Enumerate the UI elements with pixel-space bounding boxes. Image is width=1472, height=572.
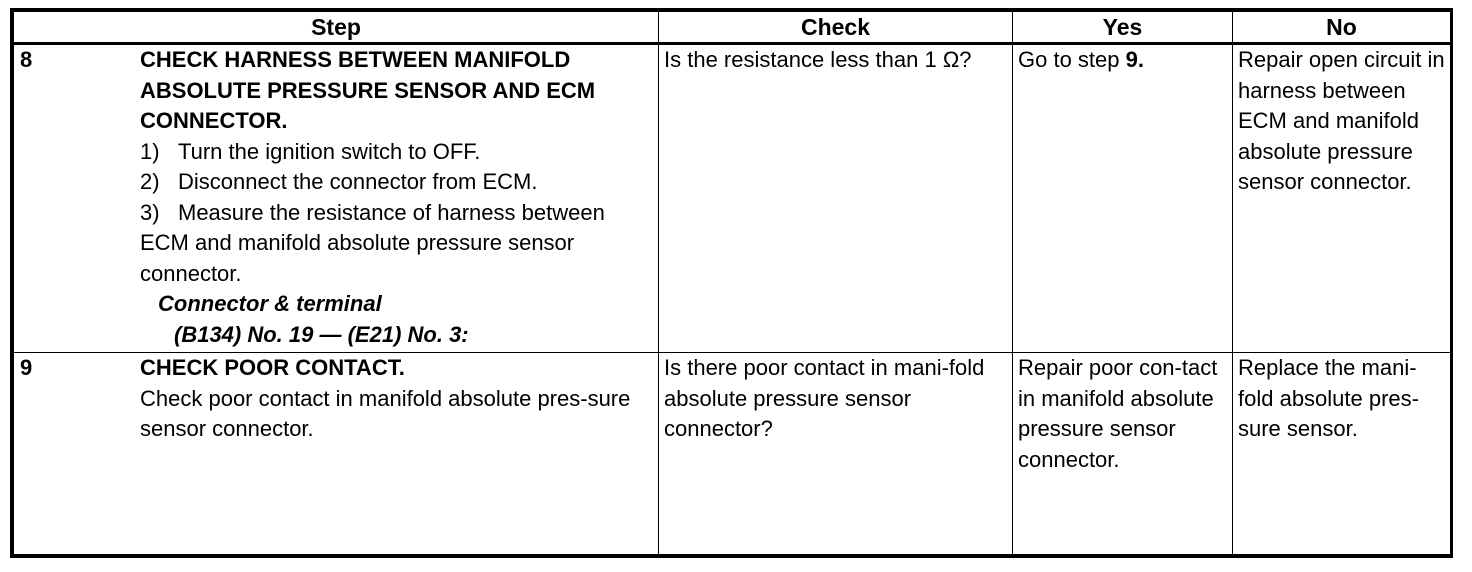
instruction-number: 2) — [140, 169, 160, 194]
header-step: Step — [14, 12, 659, 44]
spec-value: (B134) No. 19 — (E21) No. 3: — [174, 321, 469, 347]
step-body-text: Check poor contact in manifold absolute pres-sure sensor connector. — [140, 385, 631, 441]
table-row — [14, 44, 1451, 353]
yes-cell: Repair poor con-tact in manifold absolute pressure sensor connector. — [1013, 353, 1233, 555]
step-reference: 9. — [1125, 47, 1144, 72]
step-title: CHECK POOR CONTACT. — [140, 355, 405, 380]
diagnostic-table — [13, 11, 1451, 555]
instruction-text: Disconnect the connector from ECM. — [178, 169, 538, 194]
instruction-number: 3) — [140, 199, 160, 225]
spec-label: Connector & terminal — [158, 291, 382, 316]
table-row — [14, 353, 1451, 555]
instruction — [140, 137, 654, 168]
instruction — [140, 198, 654, 290]
instruction — [140, 167, 654, 198]
step-number: 9 — [20, 355, 33, 380]
check-cell: Is there poor contact in mani-fold absolute pressure sensor connector? — [659, 353, 1013, 555]
step-cell — [14, 44, 659, 353]
step-number: 8 — [20, 47, 33, 72]
header-yes: Yes — [1013, 12, 1233, 44]
step-title: CHECK HARNESS BETWEEN MANIFOLD ABSOLUTE PRESSURE SENSOR AND ECM CONNECTOR. — [140, 47, 596, 133]
yes-text: Go to step — [1018, 47, 1126, 72]
check-cell: Is the resistance less than 1 Ω? — [659, 44, 1013, 353]
yes-cell — [1013, 44, 1233, 353]
header-row — [14, 12, 1451, 44]
no-cell: Repair open circuit in harness between ECM and manifold absolute pressure sensor connector. — [1233, 44, 1451, 353]
step-cell — [14, 353, 659, 555]
no-cell: Replace the mani-fold absolute pres-sure sensor. — [1233, 353, 1451, 555]
diagnostic-table-frame — [10, 8, 1453, 558]
instruction-number: 1) — [140, 138, 160, 164]
instruction-text: Turn the ignition switch to OFF. — [178, 138, 481, 164]
header-no: No — [1233, 12, 1451, 44]
header-check: Check — [659, 12, 1013, 44]
instruction-text: Measure the resistance of harness between ECM and manifold absolute pressure sensor connector. — [140, 199, 605, 286]
